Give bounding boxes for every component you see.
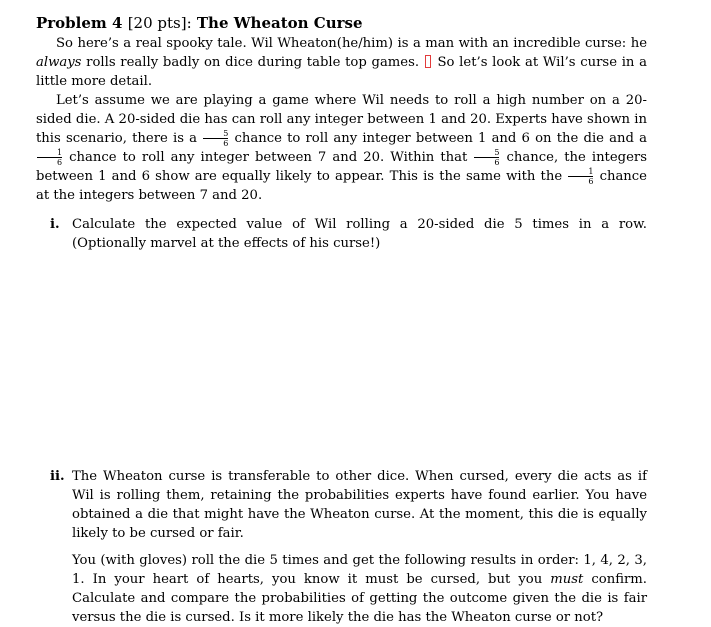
annotation-marker <box>425 55 431 68</box>
part-ii-label: ii. <box>50 469 65 484</box>
intro-text: rolls really badly on dice during table top games. <box>81 55 420 70</box>
part-ii-text: You (with gloves) roll the die 5 times and get the following results in order: 1, 4, 2, 3, 1. In your heart of hearts, you know it must be cursed, but you <box>72 553 647 587</box>
part-i <box>50 215 647 253</box>
fraction-numerator: 5 <box>223 128 229 138</box>
problem-name: The Wheaton Curse <box>196 14 363 32</box>
fraction-five-sixths <box>203 130 228 148</box>
fraction-denominator: 6 <box>588 176 594 186</box>
intro-text: chance, the integers between 1 and 6 show are equally likely to appear. This is the same with the <box>36 150 647 184</box>
problem-points: [20 pts]: <box>127 14 192 32</box>
emphasis-always: always <box>36 55 82 70</box>
part-i-label: i. <box>50 217 60 232</box>
fraction-denominator: 6 <box>494 157 500 167</box>
intro-text: chance to roll any integer between 7 and 20. Within that <box>63 150 474 165</box>
part-ii-text: confirm. Calculate and compare the probabilities of getting the outcome given the die is fair versus the die is cursed. Is it more likely the die has the Wheaton curse or not? <box>72 572 647 625</box>
fraction-one-sixth <box>37 149 62 167</box>
part-i-text: Calculate the expected value of Wil rolling a 20-sided die 5 times in a row. (Optionally marvel at the effects of his curse!) <box>72 217 647 251</box>
fraction-numerator: 1 <box>57 147 63 157</box>
fraction-one-sixth <box>568 168 593 186</box>
intro-paragraph-1 <box>36 34 647 91</box>
part-ii <box>50 467 647 627</box>
fraction-five-sixths <box>474 149 499 167</box>
intro-text: Let’s assume we are playing a game where Wil needs to roll a high number on a 20-sided die. A 20-sided die has can roll any integer between 1 and 20. Experts have shown in this scenario, there is a <box>36 93 647 146</box>
intro-paragraph-2 <box>36 91 647 205</box>
fraction-denominator: 6 <box>57 157 63 167</box>
intro-text: So here’s a real spooky tale. Wil Wheaton(he/him) is a man with an incredible curse: he <box>56 36 647 51</box>
emphasis-must: must <box>550 572 584 587</box>
intro-text: chance to roll any integer between 1 and 6 on the die and a <box>229 131 647 146</box>
part-ii-paragraph-1: The Wheaton curse is transferable to other dice. When cursed, every die acts as if Wil is rolling them, retaining the probabilities experts have found earlier. You have obtained a die that might have the Wheaton curse. At the moment, this die is equally likely to be cursed or fair. <box>72 469 647 541</box>
fraction-numerator: 1 <box>588 166 594 176</box>
problem-heading: Problem 4 <box>36 14 123 32</box>
intro-text: So let’s look at Wil’s curse in a little more detail. <box>36 55 647 89</box>
part-ii-paragraph-2 <box>72 551 647 627</box>
fraction-numerator: 5 <box>494 147 500 157</box>
fraction-denominator: 6 <box>223 138 229 148</box>
problem-title <box>36 14 647 33</box>
intro-text: chance at the integers between 7 and 20. <box>36 169 647 203</box>
